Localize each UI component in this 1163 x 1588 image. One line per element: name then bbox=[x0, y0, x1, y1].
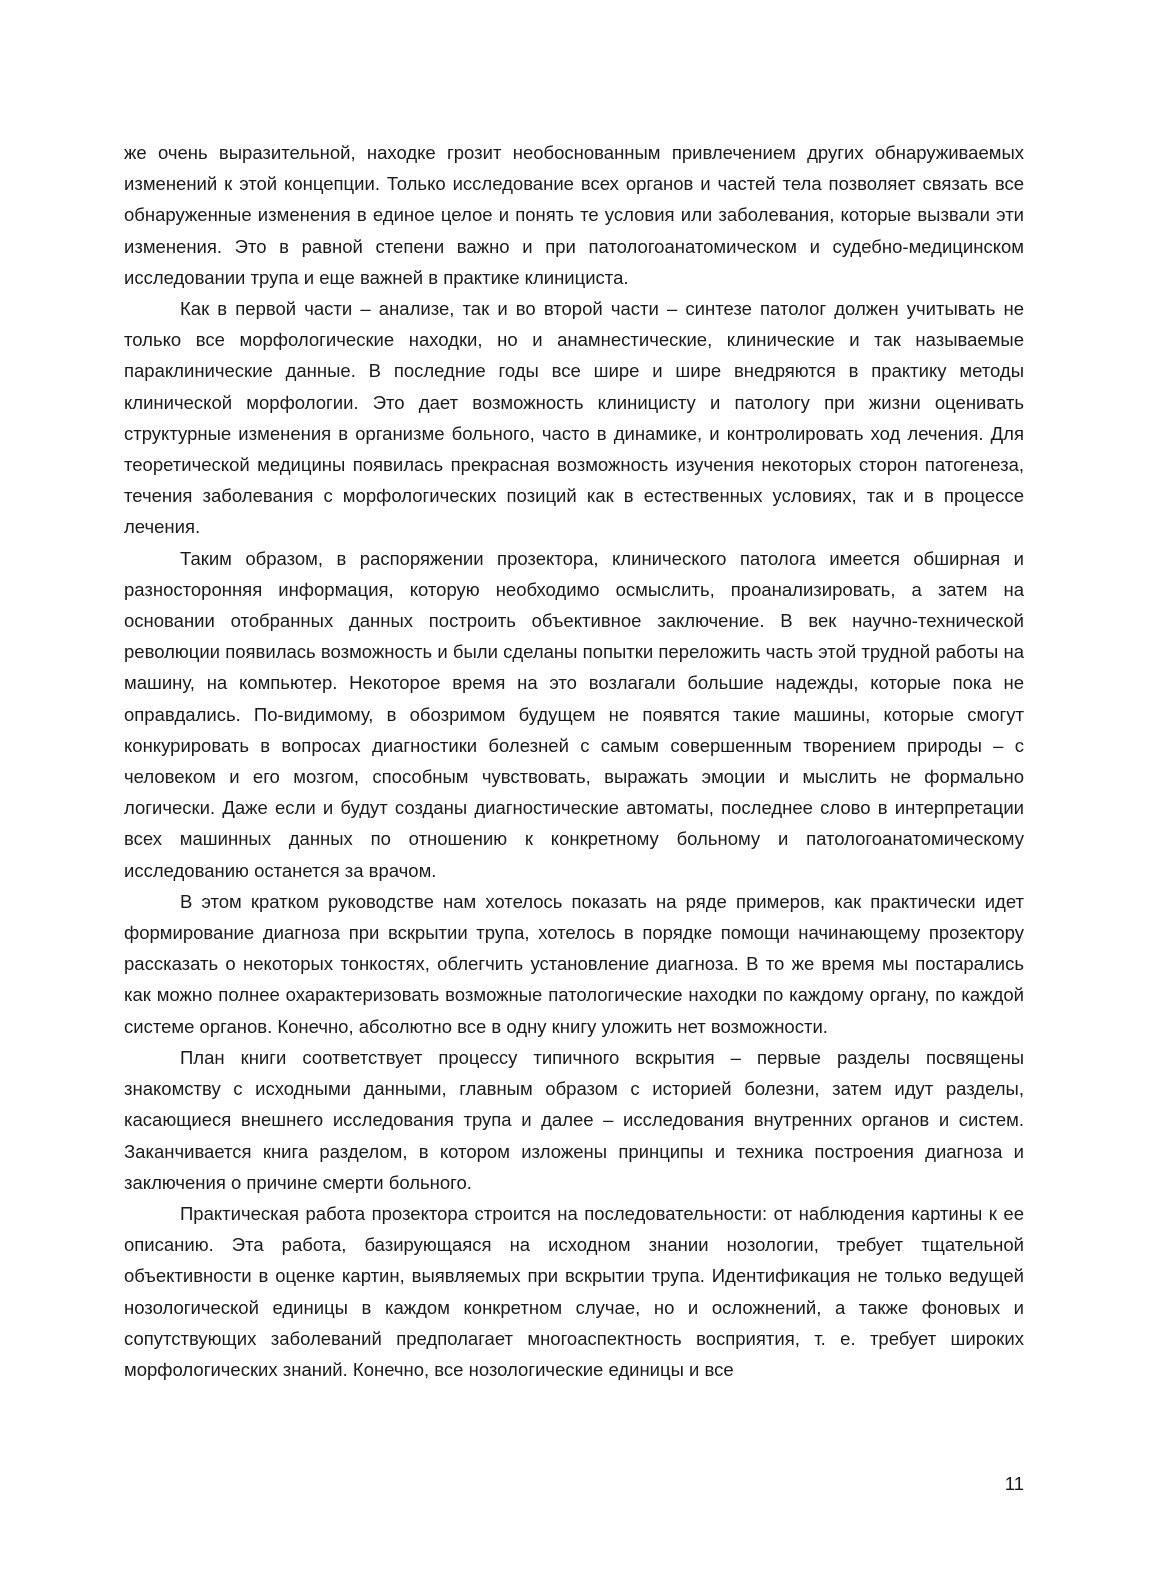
paragraph-2: Как в первой части – анализе, так и во второй части – синтезе патолог должен учитывать не только все морфологические находки, но и анамнестические, клинические и так называемые параклинические данные. В последние годы все шире и шире внедряются в практику методы клинической морфологии. Это дает возможность клиницисту и патологу при жизни оценивать структурные изменения в организме больного, часто в динамике, и контролировать ход лечения. Для теоретической медицины появилась прекрасная возможность изучения некоторых сторон патогенеза, течения заболевания с морфологических позиций как в естественных условиях, так и в процессе лечения. bbox=[124, 298, 1024, 538]
paragraph-1: же очень выразительной, находке грозит необоснованным привлечением других обнаруживаемых изменений к этой концепции. Только исследование всех органов и частей тела позволяет связать все обнаруженные изменения в единое целое и понять те условия или заболевания, которые вызвали эти изменения. Это в равной степени важно и при патологоанатомическом и судебно-медицинском исследовании трупа и еще важней в практике клинициста. bbox=[124, 142, 1024, 288]
paragraph-3: Таким образом, в распоряжении прозектора, клинического патолога имеется обширная и разносторонняя информация, которую необходимо осмыслить, проанализировать, а затем на основании отобранных данных построить объективное заключение. В век научно-технической революции появилась возможность и были сделаны попытки переложить часть этой трудной работы на машину, на компьютер. Некоторое время на это возлагали большие надежды, которые пока не оправдались. По-видимому, в обозримом будущем не появятся такие машины, которые смогут конкурировать в вопросах диагностики болезней с самым совершенным творением природы – с человеком и его мозгом, способным чувствовать, выражать эмоции и мыслить не формально логически. Даже если и будут созданы диагностические автоматы, последнее слово в интерпретации всех машинных данных по отношению к конкретному больному и патологоанатомическому исследованию останется за врачом. bbox=[124, 547, 1024, 881]
body-text bbox=[124, 137, 1024, 1385]
page-number: 11 bbox=[1004, 1473, 1024, 1494]
paragraph-6: Практическая работа прозектора строится на последовательности: от наблюдения картины к ее описанию. Эта работа, базирующаяся на исходном знании нозологии, требует тщательной объективности в оценке картин, выявляемых при вскрытии трупа. Идентификация не только ведущей нозологической единицы в каждом конкретном случае, но и осложнений, а также фоновых и сопутствующих заболеваний предполагает многоаспектность восприятия, т. е. требует широких морфологических знаний. Конечно, все нозологические единицы и все bbox=[124, 1202, 1024, 1380]
paragraph-4: В этом кратком руководстве нам хотелось показать на ряде примеров, как практически идет формирование диагноза при вскрытии трупа, хотелось в порядке помощи начинающему прозектору рассказать о некоторых тонкостях, облегчить установление диагноза. В то же время мы постарались как можно полнее охарактеризовать возможные патологические находки по каждому органу, по каждой системе органов. Конечно, абсолютно все в одну книгу уложить нет возможности. bbox=[124, 890, 1024, 1037]
paragraph-5: План книги соответствует процессу типичного вскрытия – первые разделы посвящены знакомству с исходными данными, главным образом с историей болезни, затем идут разделы, касающиеся внешнего исследования трупа и далее – исследования внутренних органов и систем. Заканчивается книга разделом, в котором изложены принципы и техника построения диагноза и заключения о причине смерти больного. bbox=[124, 1046, 1024, 1193]
